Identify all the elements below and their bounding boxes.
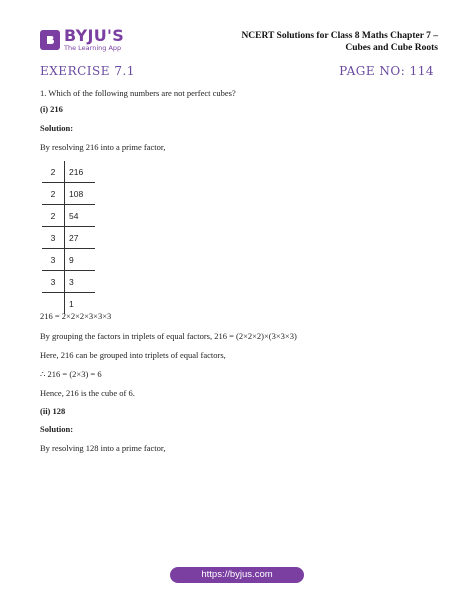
- division-row: [42, 249, 95, 271]
- divisor-cell: 2: [42, 183, 65, 205]
- dividend-cell: 1: [69, 298, 74, 309]
- dividend-cell: 3: [65, 271, 96, 293]
- byjus-logo-icon: [40, 30, 60, 50]
- title-line-2: Cubes and Cube Roots: [345, 43, 438, 53]
- hence-text: Hence, 216 is the cube of 6.: [40, 388, 135, 398]
- divisor-cell: 2: [42, 161, 65, 183]
- factor-line: 216 = 2×2×2×3×3×3: [40, 311, 112, 321]
- grouping-text: By grouping the factors in triplets of equal factors, 216 = (2×2×2)×(3×3×3): [40, 331, 297, 341]
- division-row: [42, 227, 95, 249]
- here-text: Here, 216 can be grouped into triplets of equal factors,: [40, 350, 226, 360]
- logo-tagline: The Learning App: [64, 44, 122, 53]
- dividend-cell: 216: [65, 161, 96, 183]
- page-number: PAGE NO: 114: [339, 64, 434, 78]
- solution-label: Solution:: [40, 123, 74, 133]
- therefore-text: ∴ 216 = (2×3) = 6: [40, 369, 102, 379]
- document-title: [228, 30, 438, 54]
- divisor-cell: 2: [42, 205, 65, 227]
- division-row: [42, 205, 95, 227]
- part-ii-heading: (ii) 128: [40, 406, 66, 416]
- divisor-cell: 3: [42, 227, 65, 249]
- website-link[interactable]: https://byjus.com: [170, 567, 304, 583]
- division-row: [42, 161, 95, 183]
- divisor-cell: 3: [42, 249, 65, 271]
- part-i-heading: (i) 216: [40, 104, 63, 114]
- division-row: [42, 271, 95, 293]
- resolve-text: By resolving 128 into a prime factor,: [40, 443, 166, 453]
- title-line-1: NCERT Solutions for Class 8 Maths Chapter 7 –: [241, 31, 438, 41]
- resolve-text: By resolving 216 into a prime factor,: [40, 142, 166, 152]
- dividend-cell: 9: [65, 249, 96, 271]
- logo-name: BYJU'S: [64, 26, 125, 46]
- dividend-cell: 54: [65, 205, 96, 227]
- question-text: 1. Which of the following numbers are not perfect cubes?: [40, 88, 236, 98]
- dividend-cell: 27: [65, 227, 96, 249]
- dividend-cell: 108: [65, 183, 96, 205]
- solution-label: Solution:: [40, 424, 74, 434]
- exercise-heading: EXERCISE 7.1: [40, 64, 135, 78]
- division-row: [42, 183, 95, 205]
- byjus-logo: [40, 26, 126, 54]
- prime-factor-division-table: [42, 161, 95, 314]
- divisor-cell: 3: [42, 271, 65, 293]
